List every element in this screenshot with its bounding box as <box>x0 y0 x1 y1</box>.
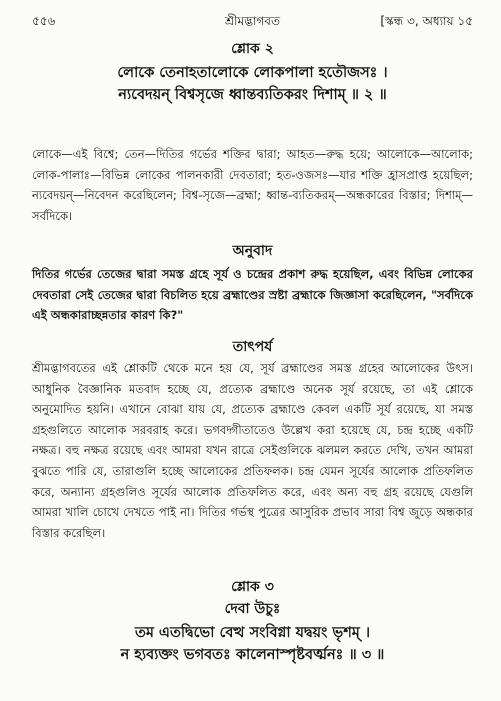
verse-3-heading: শ্লোক ৩ <box>231 579 274 595</box>
verse-2-line-2: ন্যবেদয়ন্ বিশ্বসৃজে ধ্বান্তব্যতিকরং দিশাম্ ॥ ২ ॥ <box>118 87 387 103</box>
book-title: শ্রীমদ্ভাগবত <box>224 14 280 28</box>
page-number: ৫৫৬ <box>32 14 56 28</box>
verse-3-line-1: তম এতদ্বিভো বেত্থ সংবিগ্না যদ্বয়ং ভৃশম্ । <box>134 625 371 641</box>
verse-3-line-2: ন হ্যব্যক্তং ভগবতঃ কালেনাস্পৃষ্টবর্ত্মনঃ ॥ ৩ ॥ <box>120 647 385 663</box>
translation-heading: অনুবাদ <box>232 243 273 259</box>
verse-2-block <box>32 40 473 106</box>
verse-3-block <box>32 578 473 666</box>
running-header <box>32 10 473 32</box>
verse-3-speaker: দেবা উচুঃ <box>224 601 281 617</box>
translation-paragraph: দিতির গর্ভের তেজের দ্বারা সমস্ত গ্রহে সূর্য ও চন্দ্রের প্রকাশ রুদ্ধ হয়েছিল, এবং বিভিন্ন লোকের দেবতারা সেই তেজের দ্বারা বিচলিত হয়ে ব্রহ্মাণ্ডের স্রষ্টা ব্রহ্মাকে জিজ্ঞাসা করেছিলেন, "সর্বদিকে এই অন্ধকারাচ্ছন্নতার কারণ কি?" <box>32 267 473 323</box>
verse-2-line-1: লোকে তেনাহতালোকে লোকপালা হতৌজসঃ । <box>117 65 388 81</box>
synonyms-paragraph: লোকে—এই বিশ্বে; তেন—দিতির গর্ভের শক্তির দ্বারা; আহত—রুদ্ধ হয়ে; আলোকে—আলোক; লোক-পালাঃ—বিভিন্ন লোকের পালনকারী দেবতারা; হত-ওজসঃ—যার শক্তি হ্রাসপ্রাপ্ত হয়েছিল; ন্যবেদয়ন্—নিবেদন করেছিলেন; বিশ্ব-সৃজে—ব্রহ্মা; ধ্বান্ত-ব্যতিকরম্—অন্ধকারের বিস্তার; দিশাম্—সর্বদিকে। <box>32 147 473 223</box>
translation-heading-wrap <box>32 242 473 260</box>
canto-chapter-label: [স্কন্ধ ৩, অধ্যায় ১৫ <box>380 14 473 28</box>
purport-heading: তাৎপর্য <box>232 339 273 355</box>
verse-2-heading: শ্লোক ২ <box>231 41 274 57</box>
purport-heading-wrap <box>32 338 473 356</box>
purport-paragraph: শ্রীমদ্ভাগবতের এই শ্লোকটি থেকে মনে হয় যে, সূর্য ব্রহ্মাণ্ডের সমস্ত গ্রহের আলোকের উৎস। আধুনিক বৈজ্ঞানিক মতবাদ হচ্ছে যে, প্রত্যেক ব্রহ্মাণ্ডে অনেক সূর্য রয়েছে, তা এই শ্লোকে অনুমোদিত হয়নি। এখানে বোঝা যায় যে, প্রত্যেক ব্রহ্মাণ্ডে কেবল একটি সূর্য রয়েছে, যা সমস্ত গ্রহগুলিতে আলোক সরবরাহ করে। ভগবদ্গীতাতেও উল্লেখ করা হয়েছে যে, চন্দ্র হচ্ছে একটি নক্ষত্র। বহু নক্ষত্র রয়েছে এবং আমরা যখন রাত্রে সেইগুলিকে ঝলমল করতে দেখি, তখন আমরা বুঝতে পারি যে, তারাগুলি হচ্ছে আলোকের প্রতিফলক। চন্দ্র যেমন সূর্যের আলোক প্রতিফলিত করে, অন্যান্য গ্রহগুলিও সূর্যের আলোক প্রতিফলিত করে, এবং অন্য বহু গ্রহ রয়েছে যেগুলি আমরা খালি চোখে দেখতে পাই না। দিতির গর্ভস্থ পুত্রের আসুরিক প্রভাব সারা বিশ্ব জুড়ে অন্ধকার বিস্তার করেছিল। <box>32 361 473 540</box>
